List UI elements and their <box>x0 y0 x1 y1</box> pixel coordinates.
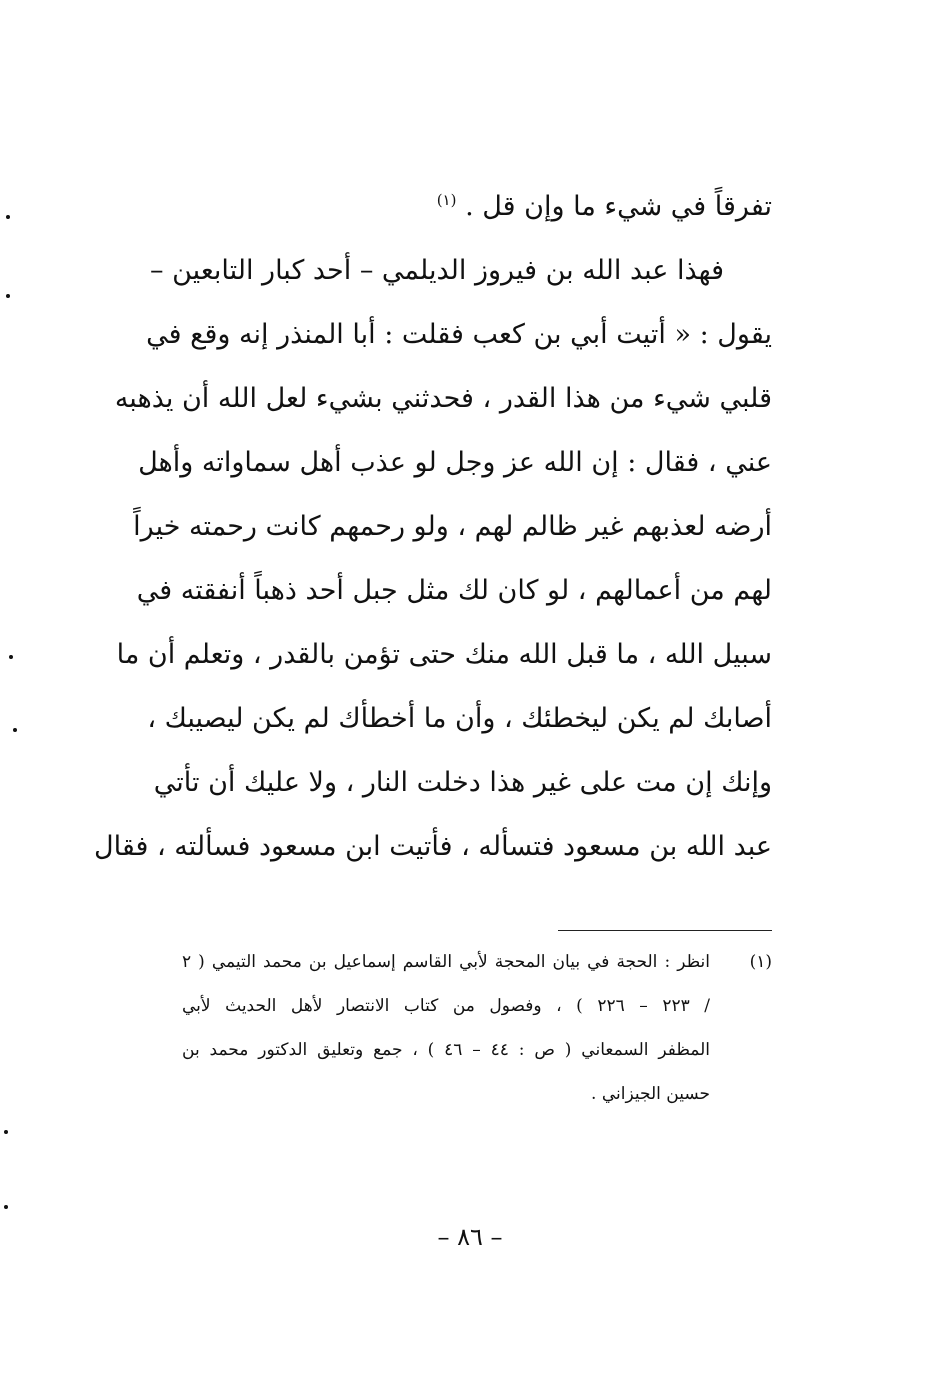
scan-speck <box>4 1130 8 1134</box>
footnote-reference-marker: (١) <box>436 191 457 209</box>
scan-speck <box>6 294 10 298</box>
page-number: – ٨٦ – <box>437 1223 503 1251</box>
main-text-line: قلبي شيء من هذا القدر ، فحدثني بشيء لعل الله أن يذهبه <box>114 383 772 414</box>
footnote-line: المظفر السمعاني ( ص : ٤٤ – ٤٦ ) ، جمع وتعليق الدكتور محمد بن <box>182 1040 711 1060</box>
footnote-item <box>172 940 772 1116</box>
footnote-line: / ٢٢٣ – ٢٢٦ ) ، وفصول من كتاب الانتصار لأهل الحديث لأبي <box>182 996 711 1016</box>
main-text-line <box>172 175 772 239</box>
main-text-line: يقول : « أتيت أبي بن كعب فقلت : أبا المنذر إنه وقع في <box>146 319 772 350</box>
footnote-line: انظر : الحجة في بيان المحجة لأبي القاسم إسماعيل بن محمد التيمي ( ٢ <box>182 952 710 972</box>
footnote-separator-rule <box>558 930 772 931</box>
footnote-number: (١) <box>749 952 772 972</box>
main-text-line: عني ، فقال : إن الله عز وجل لو عذب أهل سماواته وأهل <box>138 447 772 478</box>
footnotes-block <box>172 940 772 1116</box>
main-text-line: سبيل الله ، ما قبل الله منك حتى تؤمن بالقدر ، وتعلم أن ما <box>116 639 772 670</box>
footnote-text <box>172 940 710 1116</box>
main-text-line: أرضه لعذبهم غير ظالم لهم ، ولو رحمهم كانت رحمته خيراً <box>133 511 772 542</box>
scan-speck <box>13 728 17 732</box>
main-text-line: وإنك إن مت على غير هذا دخلت النار ، ولا عليك أن تأتي <box>153 767 772 798</box>
scan-speck <box>6 215 10 219</box>
main-text-line: عبد الله بن مسعود فتسأله ، فأتيت ابن مسعود فسألته ، فقال <box>94 831 772 862</box>
scan-speck <box>4 1205 8 1209</box>
main-text-line: لهم من أعمالهم ، لو كان لك مثل جبل أحد ذهباً أنفقته في <box>136 575 772 606</box>
main-text-line: فهذا عبد الله بن فيروز الديلمي – أحد كبار التابعين – <box>150 255 724 286</box>
main-text-block <box>94 175 772 879</box>
main-text-line-text: تفرقاً في شيء ما وإن قل . <box>465 191 772 222</box>
main-text-line: أصابك لم يكن ليخطئك ، وأن ما أخطأك لم يكن ليصيبك ، <box>147 703 772 734</box>
footnote-line: حسين الجيزاني . <box>591 1084 710 1104</box>
scan-speck <box>9 655 13 659</box>
